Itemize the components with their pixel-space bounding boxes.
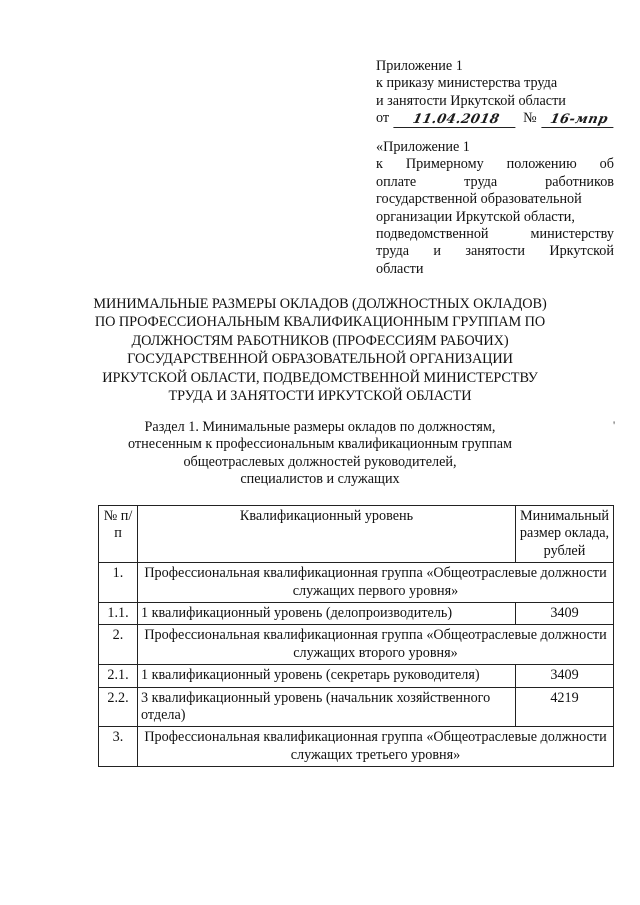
salary-value: 3409 [516,665,614,687]
title-line: ПО ПРОФЕССИОНАЛЬНЫМ КВАЛИФИКАЦИОННЫМ ГРУППАМ ПО [94,314,546,331]
table-row [99,727,614,767]
table-row [99,665,614,687]
document-title [80,295,560,405]
table-row [99,625,614,665]
inner-appendix-line: к Примерному положению об [376,156,614,173]
row-num: 2.1. [99,665,138,687]
appendix-date-number-line [376,110,616,127]
section-line: специалистов и служащих [240,471,400,488]
row-num: 1.1. [99,603,138,625]
table-row [99,687,614,727]
handwritten-date: 11.04.2018 [393,112,518,128]
inner-appendix-title: «Приложение 1 [376,139,470,155]
row-num: 3. [99,727,138,767]
title-line: МИНИМАЛЬНЫЕ РАЗМЕРЫ ОКЛАДОВ (ДОЛЖНОСТНЫХ ОКЛАДОВ) [93,296,547,312]
salary-value: 4219 [516,687,614,727]
salary-table [98,505,614,767]
title-line: ТРУДА И ЗАНЯТОСТИ ИРКУТСКОЙ ОБЛАСТИ [168,388,472,405]
margin-mark: ' [613,418,616,432]
header-salary: Минимальный размер оклада, рублей [516,506,614,563]
level-description: 1 квалификационный уровень (делопроизводитель) [138,603,516,625]
level-description: 3 квалификационный уровень (начальник хозяйственного отдела) [138,687,516,727]
table-row [99,603,614,625]
inner-appendix-line: области [376,260,424,277]
salary-value: 3409 [516,603,614,625]
inner-appendix-line: подведомственной министерству [376,226,614,243]
inner-appendix-line: государственной образовательной [376,191,582,208]
appendix-inner-header [376,139,614,278]
section-line: отнесенным к профессиональным квалификационным группам [128,436,512,453]
title-line: ДОЛЖНОСТЯМ РАБОТНИКОВ (ПРОФЕССИЯМ РАБОЧИХ) [131,332,509,349]
row-num: 2. [99,625,138,665]
date-prefix: от [376,110,390,127]
header-level: Квалификационный уровень [138,506,516,563]
header-num: № п/п [99,506,138,563]
inner-appendix-line: труда и занятости Иркутской [376,243,614,260]
table-header-row [99,506,614,563]
title-line: ИРКУТСКОЙ ОБЛАСТИ, ПОДВЕДОМСТВЕННОЙ МИНИСТЕРСТВУ [102,369,538,386]
appendix-header [376,58,616,128]
group-title: Профессиональная квалификационная группа «Общеотраслевые должности служащих первого уровня» [138,563,614,603]
appendix-ministry-line: и занятости Иркутской области [376,92,566,109]
section-line: общеотраслевых должностей руководителей, [183,453,457,470]
handwritten-number: 16-мпр [541,112,616,128]
group-title: Профессиональная квалификационная группа «Общеотраслевые должности служащих третьего уровня» [138,727,614,767]
section-heading [120,419,520,489]
section-line: Раздел 1. Минимальные размеры окладов по должностям, [144,419,496,435]
inner-appendix-line: организации Иркутской области, [376,208,575,225]
table-row [99,563,614,603]
appendix-title: Приложение 1 [376,58,463,74]
group-title: Профессиональная квалификационная группа «Общеотраслевые должности служащих второго уровня» [138,625,614,665]
level-description: 1 квалификационный уровень (секретарь руководителя) [138,665,516,687]
row-num: 2.2. [99,687,138,727]
row-num: 1. [99,563,138,603]
number-label: № [523,110,537,127]
appendix-order-line: к приказу министерства труда [376,75,558,92]
title-line: ГОСУДАРСТВЕННОЙ ОБРАЗОВАТЕЛЬНОЙ ОРГАНИЗАЦИИ [127,351,513,368]
inner-appendix-line: оплате труда работников [376,173,614,190]
